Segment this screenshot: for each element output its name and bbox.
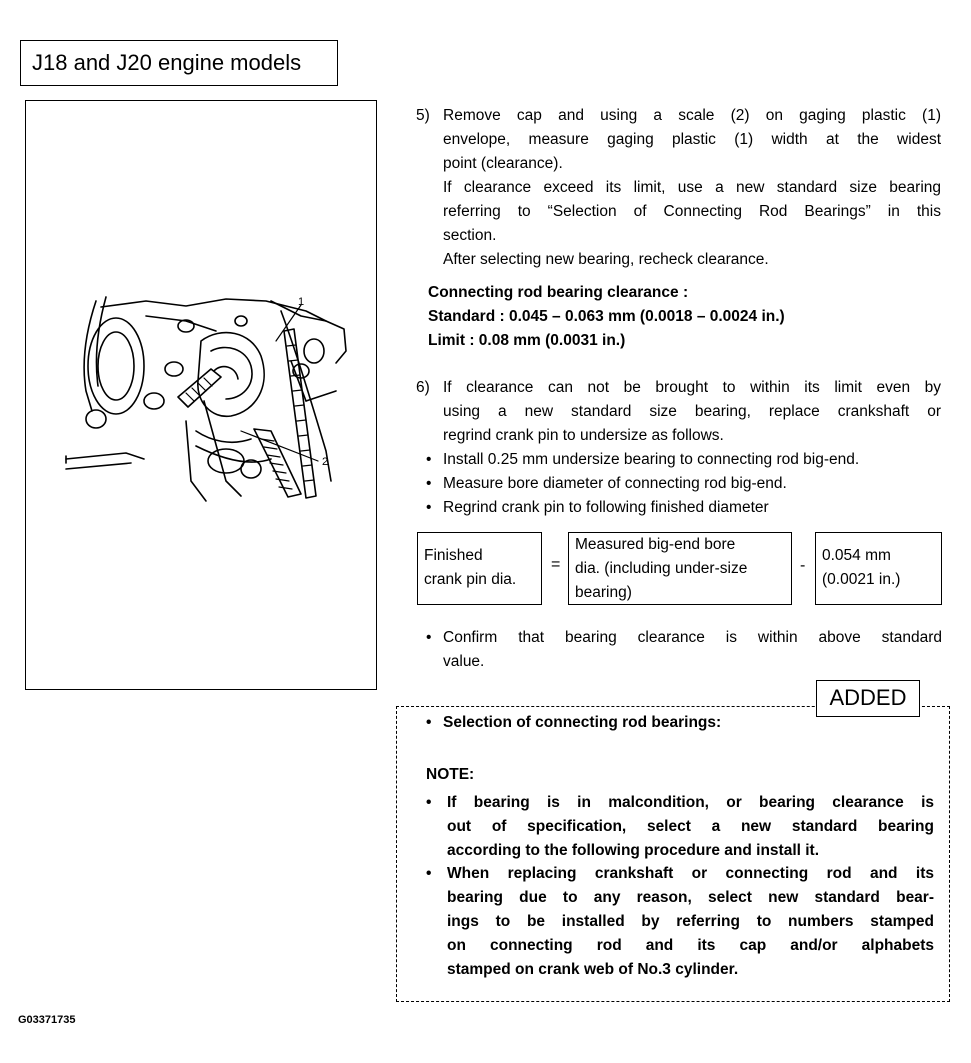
note-text-line: When replacing crankshaft or connecting rod and its [447, 865, 934, 882]
formula-text: bearing) [575, 584, 632, 601]
step-text-line: referring to “Selection of Connecting Rod Bearings” in this [443, 203, 941, 220]
step-text-line: envelope, measure gaging plastic (1) width at the widest [443, 131, 941, 148]
bullet-icon: • [426, 475, 432, 492]
list-item-text: Regrind crank pin to following finished diameter [443, 499, 769, 516]
formula-constant-box [815, 532, 942, 605]
spec-title: Connecting rod bearing clearance : [428, 284, 689, 301]
callout-1: 1 [298, 296, 305, 308]
step-text-line: If clearance can not be brought to within its limit even by [443, 379, 941, 396]
list-item-text: Install 0.25 mm undersize bearing to connecting rod big-end. [443, 451, 860, 468]
added-heading: Selection of connecting rod bearings: [443, 714, 722, 731]
formula-finished-box [417, 532, 542, 605]
equals-sign: = [551, 556, 561, 573]
list-item-text: Confirm that bearing clearance is within above standard [443, 629, 942, 646]
spec-standard: Standard : 0.045 – 0.063 mm (0.0018 – 0.0024 in.) [428, 308, 785, 325]
formula-text: crank pin dia. [424, 571, 517, 588]
bullet-icon: • [426, 865, 432, 882]
step-text-line: regrind crank pin to undersize as follows. [443, 427, 724, 444]
formula-text: dia. (including under-size [575, 560, 748, 577]
step-number: 5) [416, 107, 430, 124]
step-number: 6) [416, 379, 430, 396]
bullet-icon: • [426, 714, 432, 731]
list-item-text: value. [443, 653, 485, 670]
minus-sign: - [800, 557, 806, 574]
step-text-line: After selecting new bearing, recheck clearance. [443, 251, 769, 268]
note-text-line: bearing due to any reason, select new standard bear- [447, 889, 934, 906]
formula-text: 0.054 mm [822, 547, 891, 564]
image-code: G03371735 [18, 1014, 76, 1026]
note-text-line: stamped on crank web of No.3 cylinder. [447, 961, 739, 978]
step-text-line: using a new standard size bearing, replace crankshaft or [443, 403, 941, 420]
formula-measured-box [568, 532, 792, 605]
engine-illustration [25, 100, 377, 690]
note-text-line: out of specification, select a new standard bearing [447, 818, 934, 835]
note-text-line: ings to be installed by referring to numbers stamped [447, 913, 934, 930]
note-text-line: according to the following procedure and install it. [447, 842, 820, 859]
bullet-icon: • [426, 499, 432, 516]
step-text-line: point (clearance). [443, 155, 563, 172]
spec-limit: Limit : 0.08 mm (0.0031 in.) [428, 332, 626, 349]
list-item-text: Measure bore diameter of connecting rod big-end. [443, 475, 787, 492]
step-text-line: If clearance exceed its limit, use a new standard size bearing [443, 179, 941, 196]
note-text-line: on connecting rod and its cap and/or alphabets [447, 937, 934, 954]
bullet-icon: • [426, 629, 432, 646]
added-badge: ADDED [816, 680, 920, 717]
crankshaft-gaging-diagram [26, 101, 376, 689]
formula-text: Finished [424, 547, 483, 564]
step-text-line: Remove cap and using a scale (2) on gaging plastic (1) [443, 107, 941, 124]
bullet-icon: • [426, 451, 432, 468]
step-text-line: section. [443, 227, 497, 244]
callout-2: 2 [322, 456, 329, 468]
section-title: J18 and J20 engine models [20, 40, 338, 86]
bullet-icon: • [426, 794, 432, 811]
formula-text: Measured big-end bore [575, 536, 736, 553]
note-text-line: If bearing is in malcondition, or bearing clearance is [447, 794, 934, 811]
formula-text: (0.0021 in.) [822, 571, 901, 588]
note-label: NOTE: [426, 766, 475, 783]
